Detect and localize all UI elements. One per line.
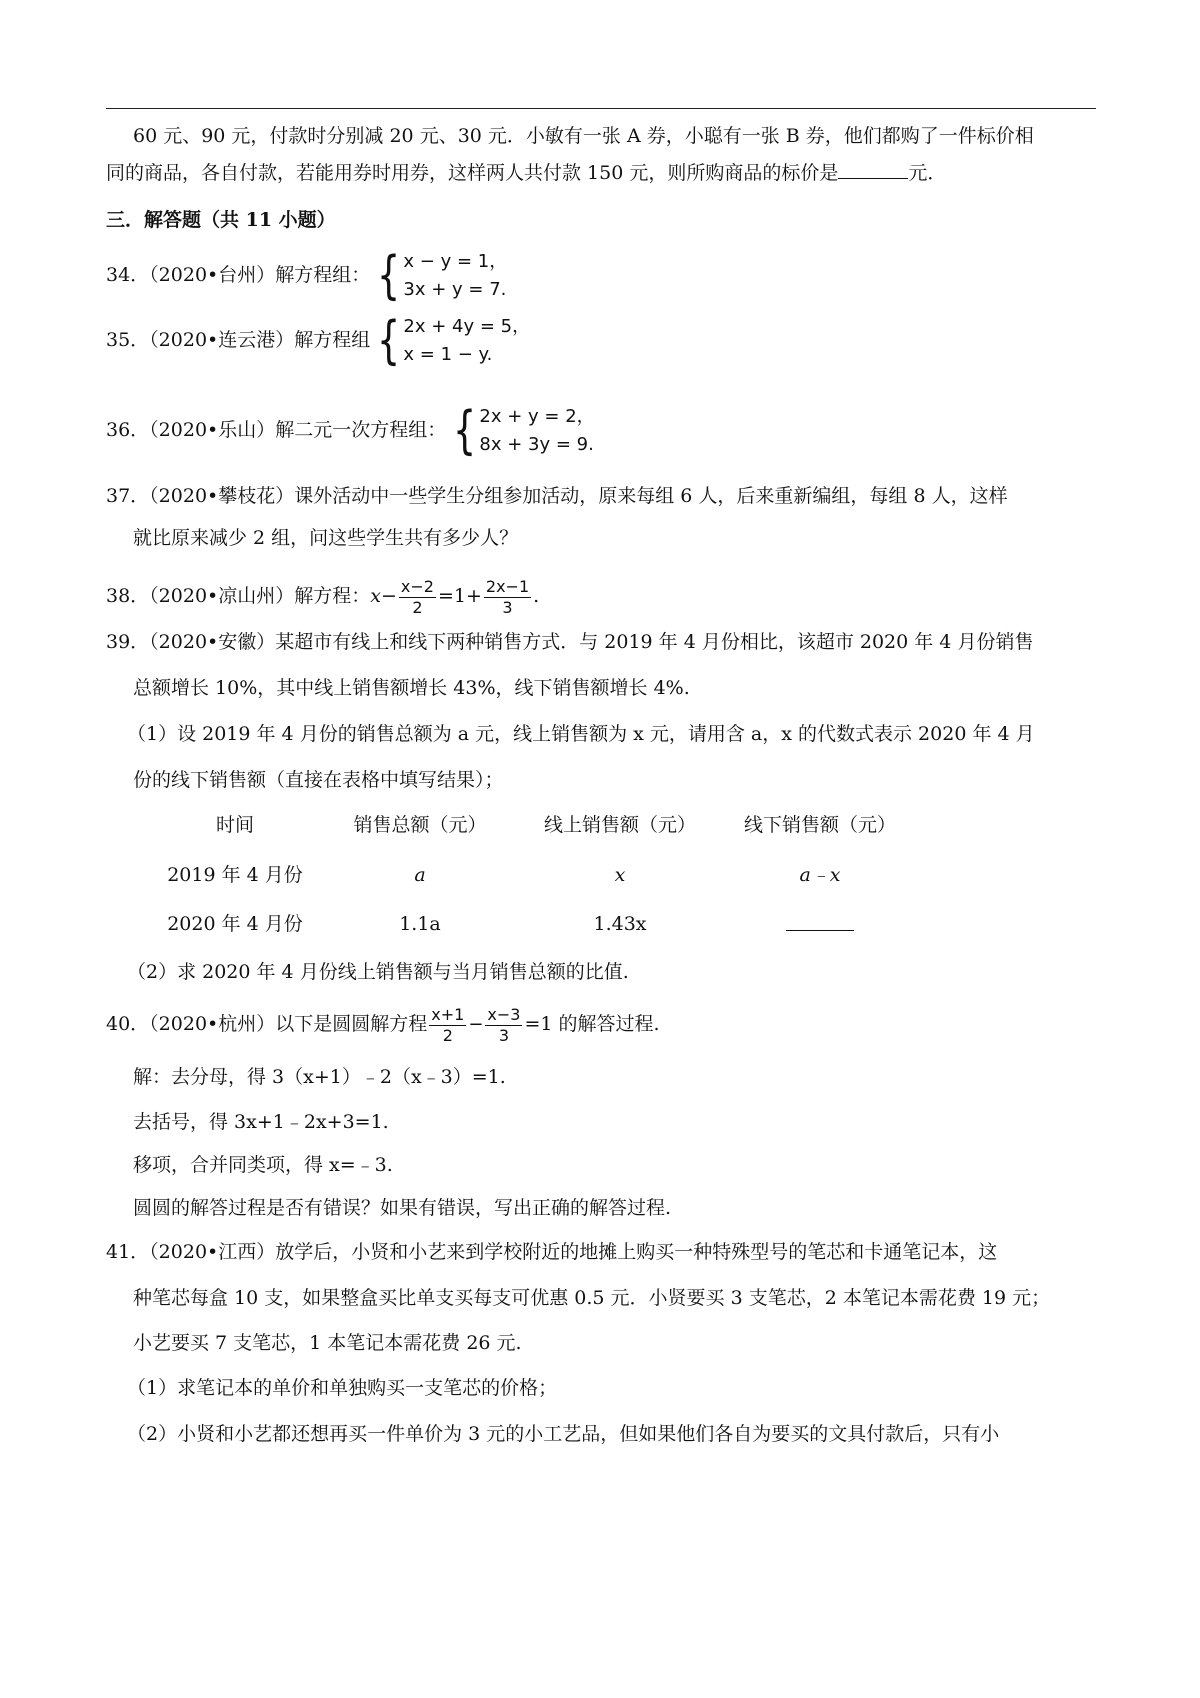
q38-x: x−: [370, 585, 397, 607]
table-cell-total: 1.1a: [399, 913, 441, 935]
q40-question: 圆圆的解答过程是否有错误？如果有错误，写出正确的解答过程.: [133, 1197, 672, 1219]
q40-label: 40．（2020•杭州）以下是圆圆解方程: [106, 1013, 428, 1035]
table-cell-offline-blank: [786, 912, 854, 937]
fraction-denominator: 3: [502, 597, 513, 617]
table-cell-total: a: [414, 864, 426, 886]
q36-eq2: 8x + 3y = 9.: [479, 434, 594, 455]
q34-eq2: 3x + y = 7.: [403, 279, 507, 300]
q39-part1-line2: 份的线下销售额（直接在表格中填写结果）；: [133, 769, 504, 791]
q41-line3: 小艺要买 7 支笔芯，1 本笔记本需花费 26 元.: [133, 1332, 522, 1354]
question-38: [106, 574, 539, 618]
table-cell-time: 2020 年 4 月份: [167, 913, 303, 935]
q39-part2: （2）求 2020 年 4 月份线上销售额与当月销售总额的比值.: [127, 961, 629, 983]
q37-line1: 37．（2020•攀枝花）课外活动中一些学生分组参加活动，原来每组 6 人，后来重新编组，每组 8 人，这样: [106, 485, 1008, 507]
brace-icon: {: [377, 246, 401, 306]
fraction-denominator: 3: [498, 1025, 510, 1045]
fraction-numerator: x+1: [431, 1004, 465, 1024]
answer-blank: [786, 912, 854, 931]
table-cell-online: 1.43x: [593, 913, 647, 935]
q38-label: 38．（2020•凉山州）解方程：: [106, 585, 371, 607]
q36-equation-system: [452, 403, 594, 459]
q33-line2-unit: 元．: [908, 162, 947, 184]
q37-line2: 就比原来减少 2 组，问这些学生共有多少人？: [133, 527, 519, 549]
question-34: [106, 248, 507, 304]
q35-eq1: 2x + 4y = 5，: [403, 316, 531, 337]
q40-step3: 移项，合并同类项，得 x=﹣3.: [133, 1154, 393, 1176]
table-cell-online: x: [614, 864, 626, 886]
q40-step1: 解：去分母，得 3（x+1）﹣2（x﹣3）=1.: [133, 1066, 506, 1088]
question-36: [106, 403, 595, 459]
q40-minus: −: [468, 1014, 484, 1035]
q36-eq1: 2x + y = 2，: [479, 406, 595, 427]
q40-fraction-2: [485, 1005, 522, 1046]
fraction-numerator: x−2: [400, 576, 434, 596]
q35-label: 35．（2020•连云港）解方程组: [106, 329, 371, 351]
q40-fraction-1: [429, 1005, 466, 1046]
q33-line2: [106, 160, 946, 185]
answer-blank: [838, 160, 908, 179]
q34-equation-system: [376, 248, 507, 304]
brace-icon: {: [453, 401, 477, 461]
q38-fraction-1: [399, 577, 436, 618]
q40-step2: 去括号，得 3x+1﹣2x+3=1.: [133, 1111, 389, 1133]
q33-line2-text: 同的商品，各自付款，若能用券时用券，这样两人共付款 150 元，则所购商品的标价是: [106, 162, 839, 184]
q41-line2: 种笔芯每盒 10 支，如果整盒买比单支买每支可优惠 0.5 元．小贤要买 3 支笔芯，2 本笔记本需花费 19 元；: [133, 1287, 1051, 1309]
q35-eq2: x = 1 − y.: [403, 344, 493, 365]
question-40: [106, 1002, 660, 1047]
q41-part2: （2）小贤和小艺都还想再买一件单价为 3 元的小工艺品，但如果他们各自为要买的文具付款后，只有小: [127, 1423, 1000, 1445]
header-rule: [106, 108, 1096, 109]
table-header-time: 时间: [215, 814, 254, 836]
q35-equation-system: [376, 313, 530, 369]
q39-line1: 39．（2020•安徽）某超市有线上和线下两种销售方式．与 2019 年 4 月份相比，该超市 2020 年 4 月份销售: [106, 631, 1034, 653]
q39-line2: 总额增长 10%，其中线上销售额增长 43%，线下销售额增长 4%.: [133, 677, 690, 699]
brace-icon: {: [377, 311, 401, 371]
fraction-numerator: x−3: [487, 1004, 521, 1024]
fraction-numerator: 2x−1: [485, 576, 530, 596]
table-header-offline: 线下销售额（元）: [743, 814, 896, 836]
fraction-denominator: 2: [442, 1025, 453, 1045]
table-header-online: 线上销售额（元）: [543, 814, 696, 836]
q34-eq1: x − y = 1，: [403, 251, 508, 272]
q38-mid: =1+: [437, 585, 482, 607]
q40-tail: =1 的解答过程.: [524, 1013, 660, 1035]
q38-end: .: [533, 585, 540, 607]
fraction-denominator: 2: [412, 597, 423, 617]
q41-part1: （1）求笔记本的单价和单独购买一支笔芯的价格；: [127, 1377, 558, 1399]
q39-part1-line1: （1）设 2019 年 4 月份的销售总额为 a 元，线上销售额为 x 元，请用含 a，x 的代数式表示 2020 年 4 月: [127, 723, 1035, 745]
q41-line1: 41．（2020•江西）放学后，小贤和小艺来到学校附近的地摊上购买一种特殊型号的笔芯和卡通笔记本，这: [106, 1241, 998, 1263]
q34-label: 34．（2020•台州）解方程组：: [106, 264, 371, 286]
q36-label: 36．（2020•乐山）解二元一次方程组：: [106, 419, 447, 441]
q33-line1: 60 元、90 元，付款时分别减 20 元、30 元．小敏有一张 A 券，小聪有一张 B 券，他们都购了一件标价相: [133, 125, 1034, 147]
table-cell-offline: a﹣x: [799, 864, 841, 886]
question-35: [106, 313, 530, 369]
q38-fraction-2: [484, 577, 531, 618]
section-title: 三．解答题（共 11 小题）: [106, 209, 336, 231]
table-cell-time: 2019 年 4 月份: [167, 864, 303, 886]
table-header-total: 销售总额（元）: [353, 814, 487, 836]
